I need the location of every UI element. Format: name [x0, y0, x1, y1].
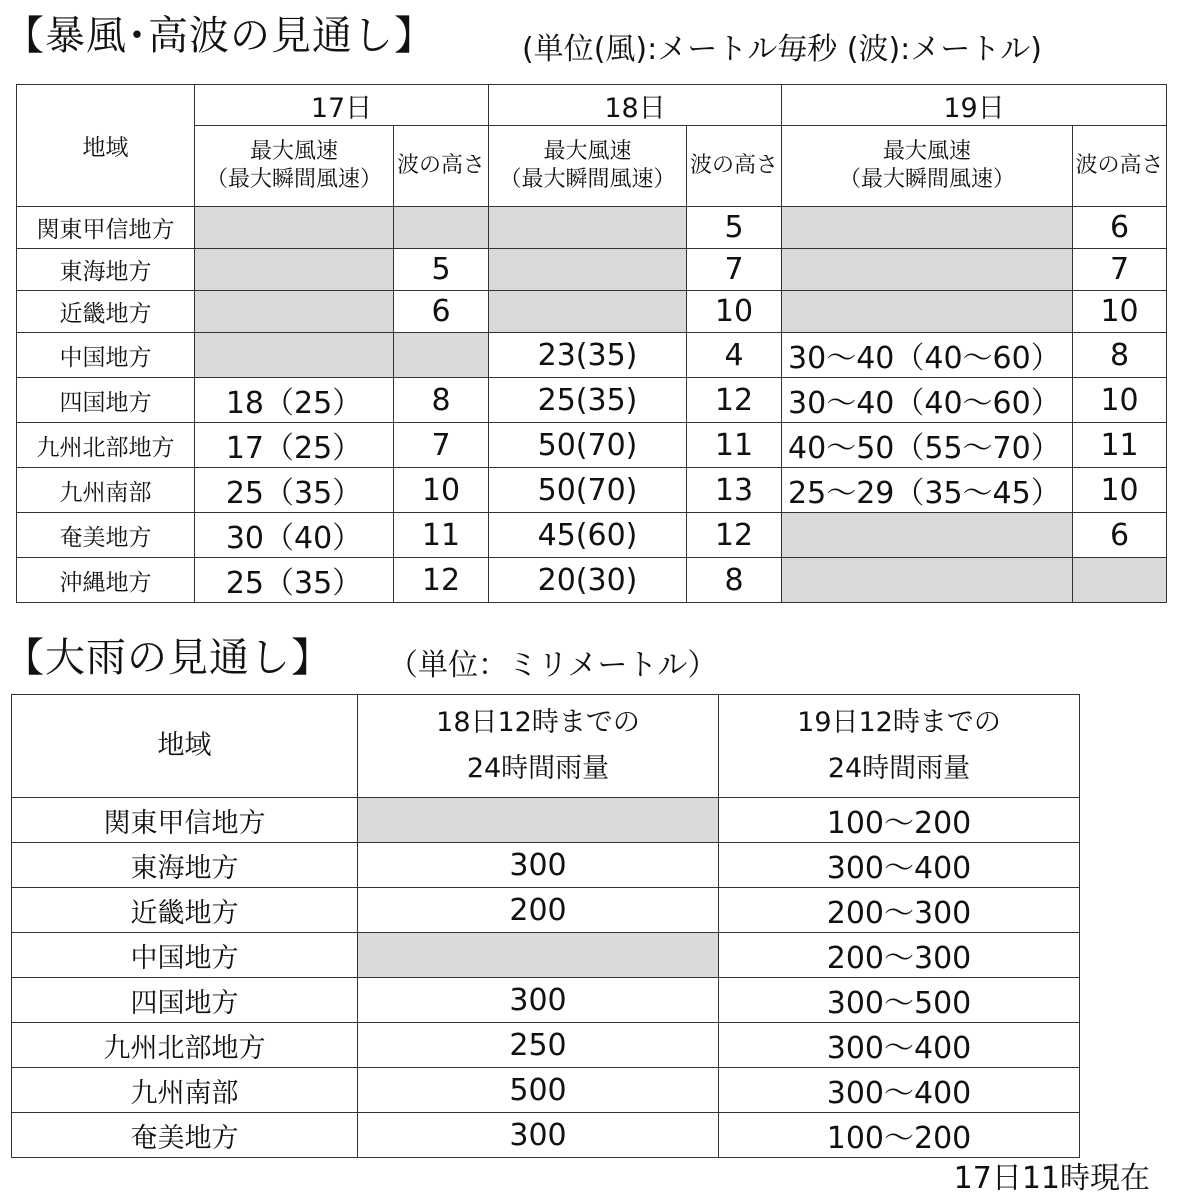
- wave-height-header-17: 波の高さ: [394, 126, 489, 207]
- d17-wind-cell: [195, 207, 394, 249]
- region-cell: 沖縄地方: [17, 558, 195, 603]
- rain-19-cell: 300～500: [719, 978, 1080, 1023]
- table-row: [12, 1113, 1080, 1158]
- d18-wave-cell: 12: [687, 378, 782, 423]
- d18-wind-cell: 20(30): [489, 558, 687, 603]
- rain-18-cell: 300: [358, 843, 719, 888]
- timestamp-note: 17日11時現在: [953, 1161, 1150, 1196]
- table-row: [12, 978, 1080, 1023]
- day-header-17: 17日: [195, 85, 489, 126]
- d19-wave-cell: 6: [1073, 207, 1167, 249]
- region-cell: 九州南部: [17, 468, 195, 513]
- d19-wave-cell: 10: [1073, 468, 1167, 513]
- day-header-19: 19日: [782, 85, 1167, 126]
- d18-wind-cell: 50(70): [489, 423, 687, 468]
- rain-18-cell: 300: [358, 978, 719, 1023]
- rain-18-cell: 200: [358, 888, 719, 933]
- d17-wave-cell: 7: [394, 423, 489, 468]
- rain-18-cell: 250: [358, 1023, 719, 1068]
- wind-corner-header: 地域: [17, 85, 195, 207]
- rain-19-cell: 100～200: [719, 798, 1080, 843]
- table-row: [12, 843, 1080, 888]
- d19-wave-cell: 10: [1073, 378, 1167, 423]
- d19-wave-cell: 11: [1073, 423, 1167, 468]
- d19-wave-cell: 6: [1073, 513, 1167, 558]
- d18-wind-cell: [489, 249, 687, 291]
- region-cell: 東海地方: [12, 843, 358, 888]
- wind-speed-header-18: 最大風速 （最大瞬間風速）: [489, 126, 687, 207]
- d18-wind-cell: [489, 291, 687, 333]
- rain-19-cell: 100～200: [719, 1113, 1080, 1158]
- d19-wind-cell: [782, 558, 1073, 603]
- table-row: [17, 207, 1167, 249]
- d17-wave-cell: 5: [394, 249, 489, 291]
- d17-wave-cell: 6: [394, 291, 489, 333]
- rain-19-cell: 300～400: [719, 1023, 1080, 1068]
- table-row: [17, 291, 1167, 333]
- region-cell: 九州北部地方: [17, 423, 195, 468]
- region-cell: 東海地方: [17, 249, 195, 291]
- rain-18-cell: 500: [358, 1068, 719, 1113]
- d18-wave-cell: 5: [687, 207, 782, 249]
- table-row: [12, 888, 1080, 933]
- day-header-18: 18日: [489, 85, 782, 126]
- rain-corner-header: 地域: [12, 695, 358, 798]
- region-cell: 関東甲信地方: [12, 798, 358, 843]
- rain-19-cell: 200～300: [719, 888, 1080, 933]
- d17-wave-cell: 10: [394, 468, 489, 513]
- d19-wind-cell: 30～40（40～60）: [782, 378, 1073, 423]
- table-row: [12, 1023, 1080, 1068]
- d17-wind-cell: 18（25）: [195, 378, 394, 423]
- rain-table-body: [12, 798, 1080, 1158]
- rain-header-19: 19日12時までの 24時間雨量: [719, 695, 1080, 798]
- wind-table-body: [17, 207, 1167, 603]
- rain-title: 【大雨の見通し】: [4, 635, 332, 681]
- d18-wave-cell: 10: [687, 291, 782, 333]
- rain-unit: （単位：ミリメートル）: [388, 648, 718, 683]
- region-cell: 九州南部: [12, 1068, 358, 1113]
- table-row: [17, 558, 1167, 603]
- d19-wind-cell: 30～40（40～60）: [782, 333, 1073, 378]
- wave-height-header-19: 波の高さ: [1073, 126, 1167, 207]
- table-row: [17, 423, 1167, 468]
- region-cell: 関東甲信地方: [17, 207, 195, 249]
- wind-wave-table: [16, 84, 1167, 603]
- d18-wave-cell: 13: [687, 468, 782, 513]
- d17-wave-cell: [394, 207, 489, 249]
- d19-wind-cell: 25～29（35～45）: [782, 468, 1073, 513]
- d19-wind-cell: [782, 513, 1073, 558]
- rain-table: [11, 694, 1080, 1158]
- table-row: [12, 1068, 1080, 1113]
- region-cell: 近畿地方: [12, 888, 358, 933]
- d18-wind-cell: 45(60): [489, 513, 687, 558]
- rain-19-cell: 200～300: [719, 933, 1080, 978]
- d17-wind-cell: [195, 249, 394, 291]
- region-cell: 中国地方: [17, 333, 195, 378]
- table-row: [17, 378, 1167, 423]
- d18-wind-cell: 25(35): [489, 378, 687, 423]
- region-cell: 近畿地方: [17, 291, 195, 333]
- wind-wave-title: 【暴風･高波の見通し】: [4, 13, 435, 59]
- d18-wind-cell: 50(70): [489, 468, 687, 513]
- rain-18-cell: [358, 933, 719, 978]
- d17-wind-cell: 25（35）: [195, 468, 394, 513]
- d17-wind-cell: [195, 333, 394, 378]
- region-cell: 四国地方: [17, 378, 195, 423]
- rain-header-18: 18日12時までの 24時間雨量: [358, 695, 719, 798]
- region-cell: 奄美地方: [17, 513, 195, 558]
- region-cell: 九州北部地方: [12, 1023, 358, 1068]
- d18-wave-cell: 11: [687, 423, 782, 468]
- d19-wind-cell: 40～50（55～70）: [782, 423, 1073, 468]
- rain-18-cell: [358, 798, 719, 843]
- rain-19-cell: 300～400: [719, 843, 1080, 888]
- d19-wind-cell: [782, 291, 1073, 333]
- wind-speed-header-17: 最大風速 （最大瞬間風速）: [195, 126, 394, 207]
- d17-wind-cell: [195, 291, 394, 333]
- d18-wave-cell: 12: [687, 513, 782, 558]
- table-row: [17, 468, 1167, 513]
- wind-wave-unit: (単位(風):メートル毎秒 (波):メートル): [522, 32, 1042, 67]
- table-row: [12, 933, 1080, 978]
- d17-wave-cell: 8: [394, 378, 489, 423]
- d19-wave-cell: 10: [1073, 291, 1167, 333]
- d19-wind-cell: [782, 207, 1073, 249]
- d17-wind-cell: 25（35）: [195, 558, 394, 603]
- d18-wave-cell: 4: [687, 333, 782, 378]
- d18-wind-cell: 23(35): [489, 333, 687, 378]
- wave-height-header-18: 波の高さ: [687, 126, 782, 207]
- rain-18-cell: 300: [358, 1113, 719, 1158]
- d17-wave-cell: 11: [394, 513, 489, 558]
- region-cell: 四国地方: [12, 978, 358, 1023]
- d18-wind-cell: [489, 207, 687, 249]
- d18-wave-cell: 7: [687, 249, 782, 291]
- rain-header-row: [12, 695, 1080, 798]
- d17-wind-cell: 30（40）: [195, 513, 394, 558]
- region-cell: 中国地方: [12, 933, 358, 978]
- rain-19-cell: 300～400: [719, 1068, 1080, 1113]
- table-row: [12, 798, 1080, 843]
- wind-header-row-days: [17, 85, 1167, 126]
- d19-wave-cell: 7: [1073, 249, 1167, 291]
- region-cell: 奄美地方: [12, 1113, 358, 1158]
- wind-speed-header-19: 最大風速 （最大瞬間風速）: [782, 126, 1073, 207]
- d19-wave-cell: 8: [1073, 333, 1167, 378]
- table-row: [17, 333, 1167, 378]
- d17-wind-cell: 17（25）: [195, 423, 394, 468]
- table-row: [17, 249, 1167, 291]
- d17-wave-cell: 12: [394, 558, 489, 603]
- d19-wave-cell: [1073, 558, 1167, 603]
- d18-wave-cell: 8: [687, 558, 782, 603]
- d19-wind-cell: [782, 249, 1073, 291]
- table-row: [17, 513, 1167, 558]
- d17-wave-cell: [394, 333, 489, 378]
